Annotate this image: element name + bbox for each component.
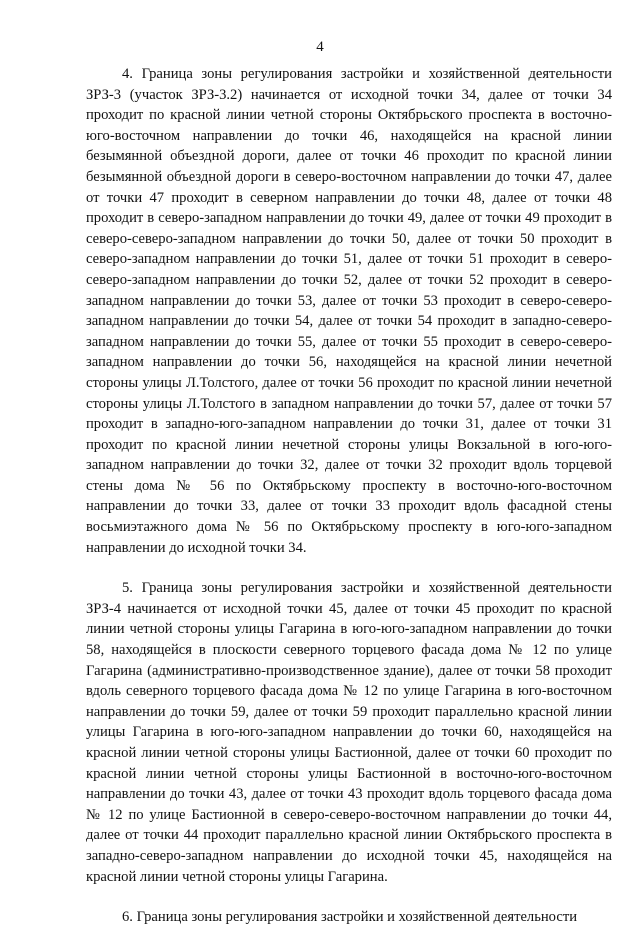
paragraph-6-start: 6. Граница зоны регулирования застройки и хозяйственной деятельности bbox=[122, 909, 578, 926]
paragraph-4-zrz-3-boundary: 4. Граница зоны регулирования застройки и хозяйственной деятельности ЗРЗ-3 (участок ЗРЗ-3.2) начинается от исходной точки 34, далее от точки 34 проходит по красной линии четной стороны Октябрьского проспекта в восточно-юго-восточном направлении до точки 46, находящейся на красной линии безымянной объездной дороги, далее от точки 46 проходит по красной линии безымянной объездной дороги в северо-восточном направлении до точки 47, далее от точки 47 проходит в северном направлении до точки 48, далее от точки 48 проходит в северо-западном направлении до точки 49, далее от точки 49 проходит в северо-северо-западном направлении до точки 50, далее от точки 50 проходит в северо-западном направлении до точки 51, далее от точки 51 проходит в северо-северо-западном направлении до точки 52, далее от точки 52 проходит в северо-западном направлении до точки 53, далее от точки 53 проходит в северо-северо-западном направлении до точки 54, далее от точки 54 проходит в западно-северо-западном направлении до точки 55, далее от точки 55 проходит в северо-северо-западном направлении до точки 56, находящейся на красной линии нечетной стороны улицы Л.Толстого, далее от точки 56 проходит по красной линии нечетной стороны улицы Л.Толстого в западном направлении до точки 57, далее от точки 57 проходит в западно-юго-западном направлении до точки 31, далее от точки 31 проходит по красной линии нечетной стороны улицы Вокзальной в юго-юго-западном направлении до точки 32, далее от точки 32 проходит вдоль торцевой стены дома № 56 по Октябрьскому проспекту в восточно-юго-восточном направлении до точки 33, далее от точки 33 проходит вдоль фасадной стены восьмиэтажного дома № 56 по Октябрьскому проспекту в юго-юго-западном направлении до исходной точки 34. bbox=[86, 66, 612, 556]
paragraph-5-zrz-4-boundary: 5. Граница зоны регулирования застройки и хозяйственной деятельности ЗРЗ-4 начинается от исходной точки 45, далее от точки 45 проходит по красной линии четной стороны улицы Гагарина в юго-юго-западном направлении до точки 58, находящейся в плоскости северного торцевого фасада дома № 12 по улице Гагарина (административно-производственное здание), далее от точки 58 проходит вдоль северного торцевого фасада дома № 12 по улице Гагарина в юго-восточном направлении до точки 59, далее от точки 59 проходит параллельно красной линии улицы Гагарина в юго-юго-западном направлении до точки 60, находящейся на красной линии четной стороны улицы Бастионной, далее от точки 60 проходит по красной линии четной стороны улицы Бастионной в восточно-юго-восточном направлении до точки 43, далее от точки 43 проходит вдоль торцевого фасада дома № 12 по улице Бастионной в северо-северо-восточном направлении до точки 44, далее от точки 44 проходит параллельно красной линии Октябрьского проспекта в западно-северо-западном направлении до исходной точки 45, находящейся на красной линии четной стороны улицы Гагарина. bbox=[86, 580, 612, 885]
page-number: 4 bbox=[316, 39, 324, 55]
document-body bbox=[86, 64, 612, 928]
